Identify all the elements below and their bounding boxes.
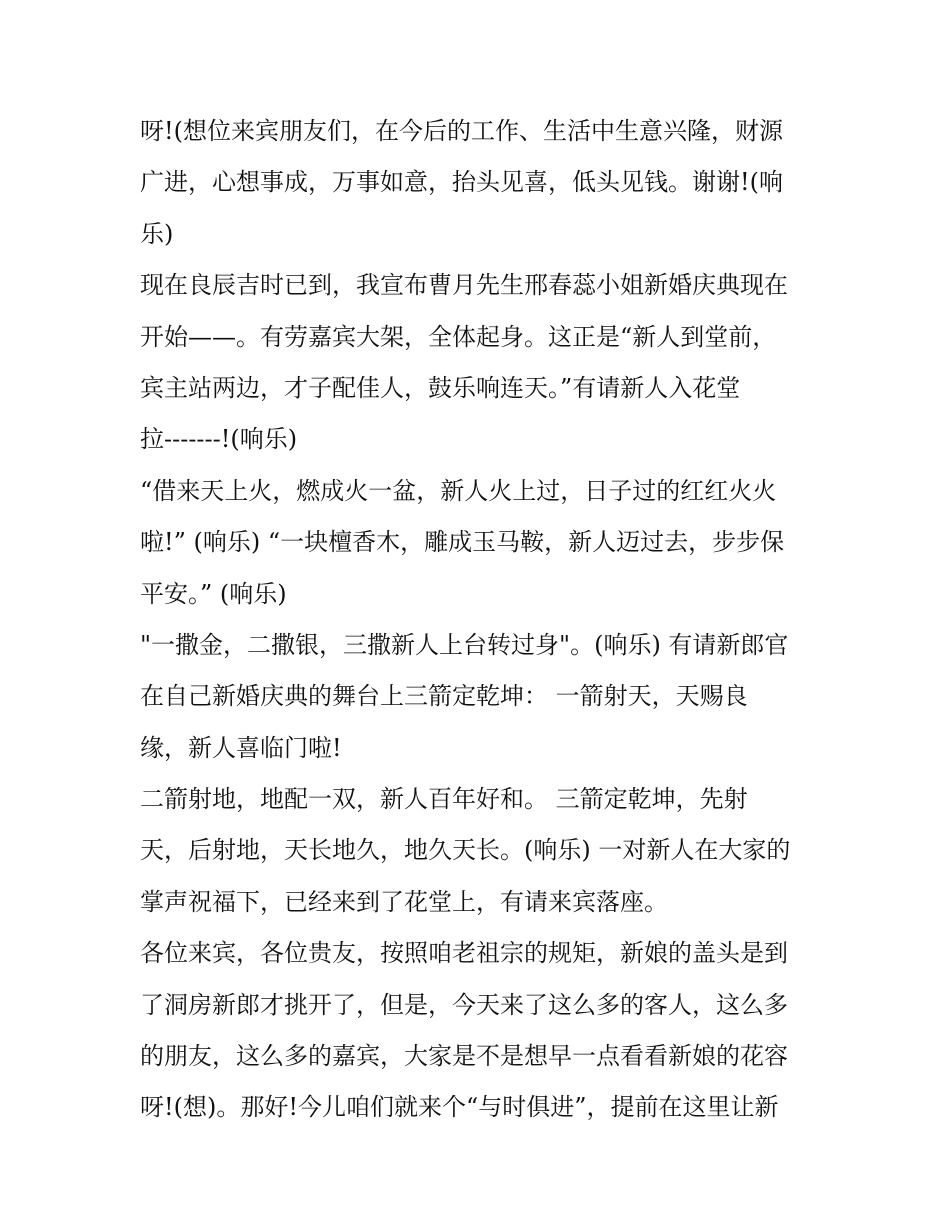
text-line: 的朋友，这么多的嘉宾，大家是不是想早一点看看新娘的花容	[140, 1042, 788, 1071]
text-line: 缘，新人喜临门啦!	[140, 733, 342, 762]
text-line: 宾主站两边，才子配佳人，鼓乐响连天。”有请新人入花堂	[140, 373, 741, 402]
text-line: 平安。” (响乐)	[140, 579, 287, 608]
text-line: 拉-------!(响乐)	[140, 425, 298, 454]
text-line: 二箭射地，地配一双，新人百年好和。 三箭定乾坤，先射	[140, 785, 748, 814]
text-line: 呀!(想位来宾朋友们，在今后的工作、生活中生意兴隆，财源	[140, 117, 784, 145]
text-line: 在自己新婚庆典的舞台上三箭定乾坤： 一箭射天，天赐良	[140, 682, 748, 711]
text-line: “借来天上火，燃成火一盆，新人火上过，日子过的红红火火	[140, 476, 777, 505]
text-line: 各位来宾，各位贵友，按照咱老祖宗的规矩，新娘的盖头是到	[140, 939, 788, 968]
text-line: 天，后射地，天长地久，地久天长。(响乐) 一对新人在大家的	[140, 836, 791, 865]
text-line: 广进，心想事成，万事如意，抬头见喜，低头见钱。谢谢!(响	[140, 168, 784, 197]
text-line: 啦!” (响乐) “一块檀香木，雕成玉马鞍，新人迈过去，步步保	[140, 528, 785, 557]
text-line: 开始——。有劳嘉宾大架，全体起身。这正是“新人到堂前，	[140, 322, 777, 351]
text-line: 掌声祝福下，已经来到了花堂上，有请来宾落座。	[140, 887, 668, 916]
text-line: 乐)	[140, 219, 174, 248]
document-body-text	[140, 106, 820, 1134]
text-line: 呀!(想)。那好!今儿咱们就来个“与时俱进”，提前在这里让新	[140, 1093, 779, 1122]
text-line: 现在良辰吉时已到，我宣布曹月先生邢春蕊小姐新婚庆典现在	[140, 271, 788, 300]
text-line: "一撒金，二撒银，三撒新人上台转过身"。(响乐) 有请新郎官	[140, 630, 789, 659]
text-line: 了洞房新郎才挑开了，但是，今天来了这么多的客人，这么多	[140, 990, 788, 1019]
